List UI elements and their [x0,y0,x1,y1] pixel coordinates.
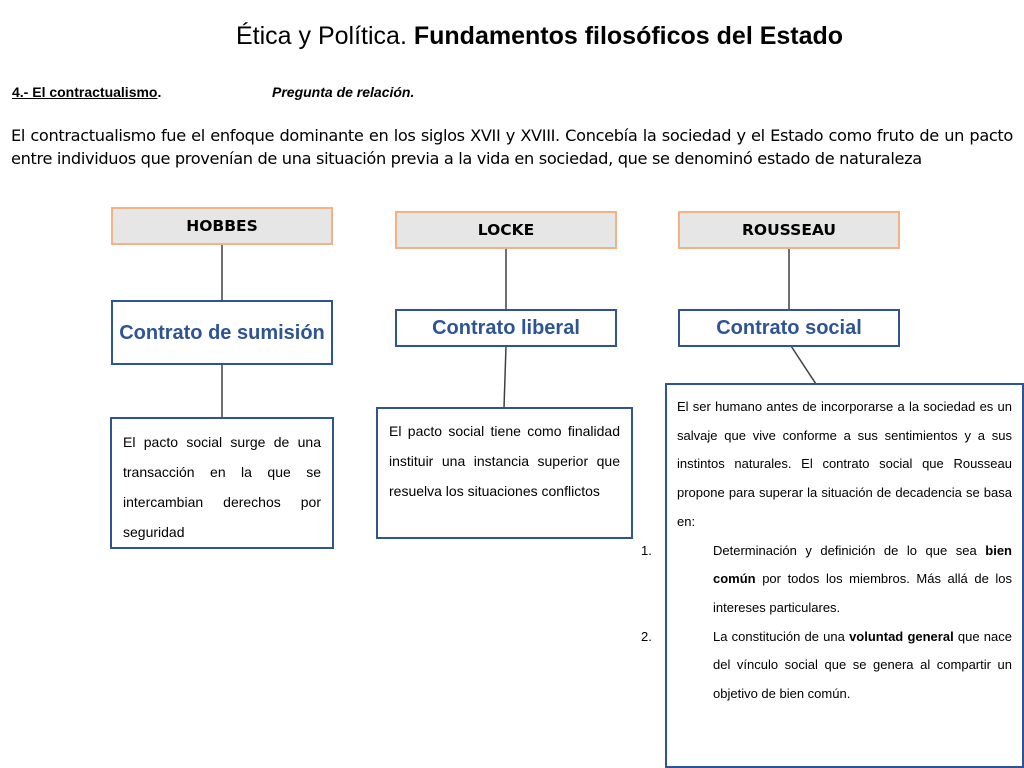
contract-box-locke: Contrato liberal [395,309,617,347]
rousseau-intro: El ser humano antes de incorporarse a la sociedad es un salvaje que vive conforme a sus sentimientos y a sus instintos naturales. El contrato social que Rousseau propone para superar la situación de decadencia se basa en: [677,399,1012,529]
description-box-hobbes: El pacto social surge de una transacción en la que se intercambian derechos por seguridad [110,417,334,549]
title-main: Fundamentos filosóficos del Estado [413,22,844,50]
intro-paragraph: El contractualismo fue el enfoque dominante en los siglos XVII y XVIII. Concebía la sociedad y el Estado como fruto de un pacto entre individuos que provenían de una situación previa a la vida en sociedad, que se denominó estado de naturaleza [11,126,1013,168]
list-text: que nace del vínculo social que se genera al compartir un objetivo de bien común. [713,628,1012,702]
section-dot: . [157,84,162,100]
question-type: Pregunta de relación. [272,84,415,100]
list-bold-text: voluntad general [849,628,954,644]
description-box-locke: El pacto social tiene como finalidad instituir una instancia superior que resuelva los situaciones conflictos [376,407,633,539]
list-number: 2. [641,628,652,644]
list-item [641,623,1012,709]
contract-box-rousseau: Contrato social [678,309,900,347]
list-bold-text: bien común [713,542,1012,587]
author-box-locke: LOCKE [395,211,617,249]
list-text: La constitución de una [713,628,850,644]
list-number: 1. [641,542,652,558]
description-box-rousseau [641,383,1024,768]
section-label: 4.- El contractualismo [12,84,158,100]
list-text: Determinación y definición de lo que sea [713,542,986,558]
contract-box-hobbes: Contrato de sumisión [111,300,333,365]
list-item [641,537,1012,623]
connector-locke-bottom [504,346,506,408]
author-box-rousseau: ROUSSEAU [678,211,900,249]
title-lead: Ética y Política. [236,22,407,50]
list-text: por todos los miembros. Más allá de los intereses particulares. [713,571,1012,615]
author-box-hobbes: HOBBES [111,207,333,245]
connector-rousseau-bottom [791,346,816,384]
